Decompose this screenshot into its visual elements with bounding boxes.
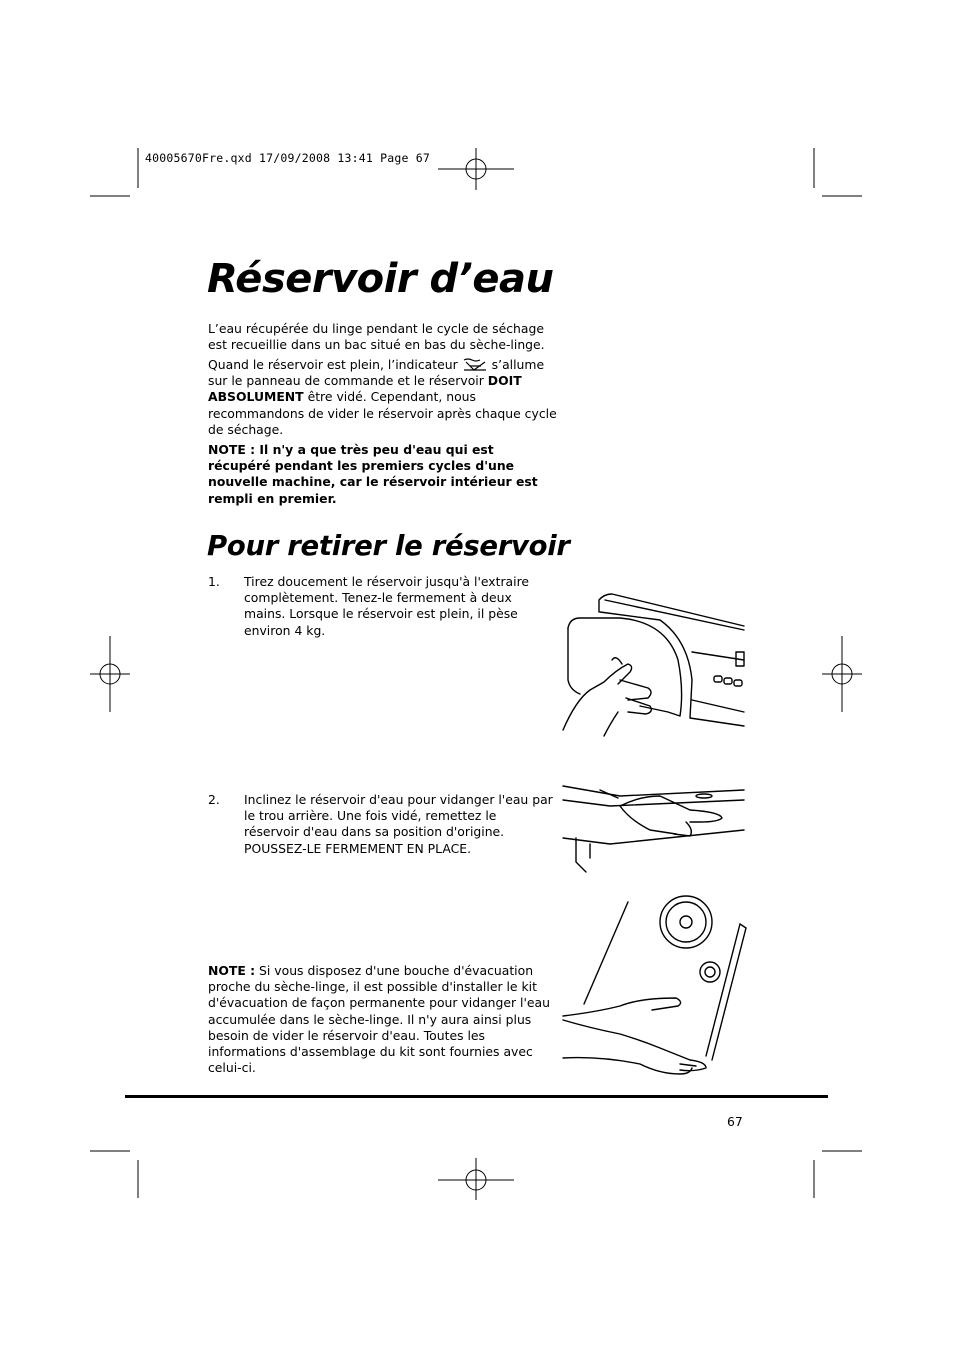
page-title: Réservoir d’eau (207, 256, 554, 302)
kit-note (208, 963, 550, 1076)
illustration-carry-tank (563, 896, 746, 1074)
kit-note-text: Si vous disposez d'une bouche d'évacuation proche du sèche-linge, il est possible d'installer le kit d'évacuation de façon permanente pour vidanger l'eau accumulée dans le sèche-linge. Il n'y aura ainsi plus besoin de vider le réservoir d'eau. Toutes les informations d'assemblage du kit sont fournies avec celui-ci. (208, 963, 550, 1076)
intro-p2-bold: DOIT ABSOLUMENT (208, 373, 522, 405)
step-2-text: Inclinez le réservoir d'eau pour vidanger l'eau par le trou arrière. Une fois vidé, remettez le réservoir d'eau dans sa position d'origine. POUSSEZ-LE FERMEMENT EN PLACE. (244, 792, 553, 856)
intro-p2-b: s’allume sur le panneau de commande et le réservoir (208, 357, 545, 389)
registration-mark-right (822, 636, 862, 712)
registration-mark-top (438, 148, 514, 190)
intro-p2-a: Quand le réservoir est plein, l’indicateur (208, 357, 458, 372)
step-1-number: 1. (208, 574, 220, 589)
illustration-push-tank (563, 786, 744, 872)
step-2-number: 2. (208, 792, 220, 807)
intro-p2-c: être vidé. Cependant, nous recommandons de vider le réservoir après chaque cycle de séchage. (208, 389, 557, 437)
intro-note: NOTE : Il n'y a que très peu d'eau qui est récupéré pendant les premiers cycles d'une nouvelle machine, car le réservoir intérieur est rempli en premier. (208, 442, 538, 506)
registration-mark-left (90, 636, 130, 712)
intro-paragraph-2 (208, 357, 558, 438)
print-slug: 40005670Fre.qxd 17/09/2008 13:41 Page 67 (145, 151, 430, 165)
page-number: 67 (727, 1114, 743, 1129)
water-tank-full-icon (462, 357, 488, 372)
step-1-text: Tirez doucement le réservoir jusqu'à l'extraire complètement. Tenez-le fermement à deux mains. Lorsque le réservoir est plein, il pèse environ 4 kg. (244, 574, 530, 638)
illustration-pull-tank (563, 594, 744, 736)
registration-mark-bottom (438, 1158, 514, 1200)
section-subtitle: Pour retirer le réservoir (207, 530, 570, 562)
kit-note-label: NOTE : (208, 963, 256, 978)
intro-paragraph-1: L’eau récupérée du linge pendant le cycle de séchage est recueillie dans un bac situé en bas du sèche-linge. (208, 321, 545, 353)
footer-rule (125, 1095, 828, 1098)
